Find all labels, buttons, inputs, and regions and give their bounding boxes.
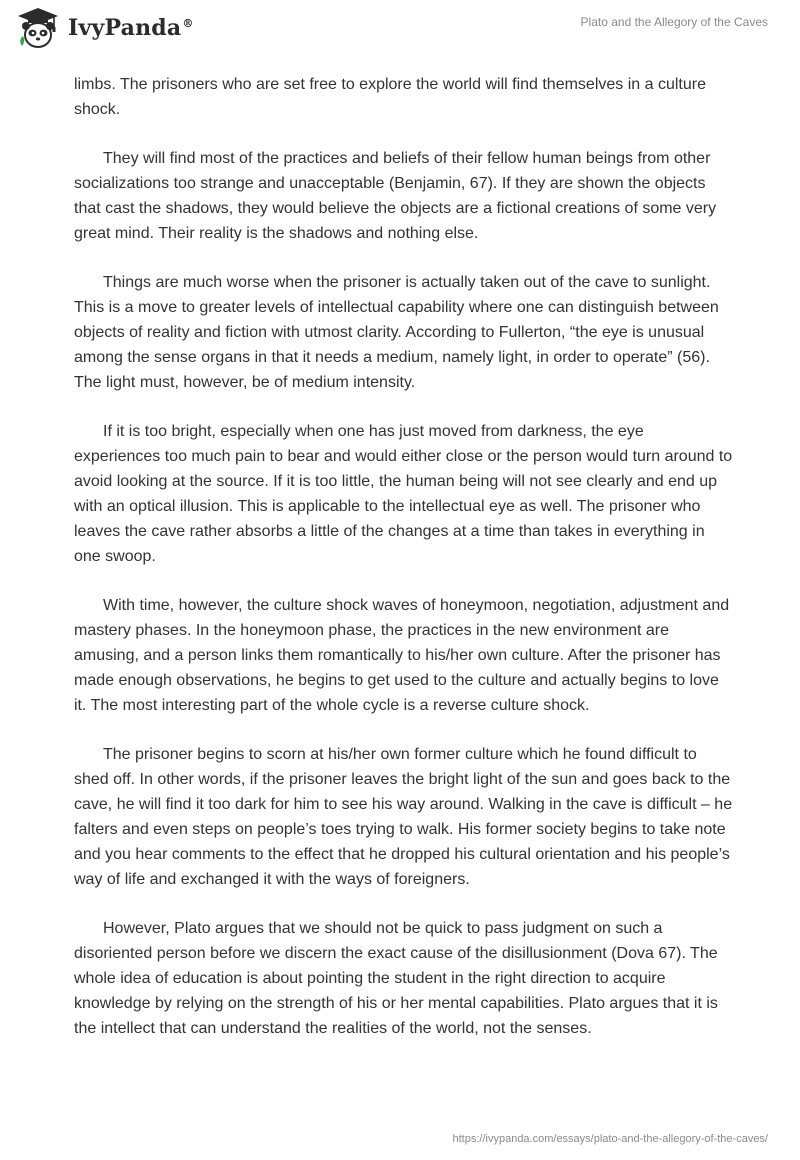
paragraph: They will find most of the practices and beliefs of their fellow human beings from other socializations too strange and unacceptable (Benjamin, 67). If they are shown the objects that cast the shadows, they would believe the objects are a fictional creations of some very great mind. Their reality is the shadows and nothing else.: [74, 150, 717, 242]
paragraph: The prisoner begins to scorn at his/her own former culture which he found difficult to shed off. In other words, if the prisoner leaves the bright light of the sun and goes back to the cave, he will find it too dark for him to see his way around. Walking in the cave is difficult – he falters and even steps on people’s toes trying to walk. His former society begins to take note and you hear comments to the effect that he dropped his cultural orientation and his people’s way of life and exchanged it with the ways of foreigners.: [74, 746, 733, 888]
essay-body: [74, 72, 734, 1065]
paragraph: limbs. The prisoners who are set free to explore the world will find themselves in a culture shock.: [74, 76, 706, 118]
panda-graduation-cap-icon: [14, 6, 62, 50]
page-header: [0, 0, 800, 70]
registered-mark: ®: [182, 16, 194, 30]
paragraph: With time, however, the culture shock waves of honeymoon, negotiation, adjustment and mastery phases. In the honeymoon phase, the practices in the new environment are amusing, and a person links them romantically to his/her own culture. After the prisoner has made enough observations, he begins to get used to the culture and actually begins to love it. The most interesting part of the whole cycle is a reverse culture shock.: [74, 597, 730, 714]
ivypanda-logo[interactable]: [14, 6, 194, 50]
source-url[interactable]: https://ivypanda.com/essays/plato-and-the-allegory-of-the-caves/: [452, 1133, 768, 1145]
paragraph: If it is too bright, especially when one has just moved from darkness, the eye experiences too much pain to bear and would either close or the person would turn around to avoid looking at the source. If it is too little, the human being will not see clearly and end up with an optical illusion. This is applicable to the intellectual eye as well. The prisoner who leaves the cave rather absorbs a little of the changes at a time than takes in everything in one swoop.: [74, 423, 733, 565]
paragraph: Things are much worse when the prisoner is actually taken out of the cave to sunlight. This is a move to greater levels of intellectual capability where one can distinguish between objects of reality and fiction with utmost clarity. According to Fullerton, “the eye is unusual among the sense organs in that it needs a medium, namely light, in order to operate” (56). The light must, however, be of medium intensity.: [74, 274, 719, 391]
document-title: Plato and the Allegory of the Caves: [580, 15, 768, 29]
paragraph: However, Plato argues that we should not be quick to pass judgment on such a disoriented person before we discern the exact cause of the disillusionment (Dova 67). The whole idea of education is about pointing the student in the right direction to acquire knowledge by relying on the strength of his or her mental capabilities. Plato argues that it is the intellect that can understand the realities of the world, not the senses.: [74, 920, 718, 1037]
brand-name: IvyPanda®: [68, 15, 194, 41]
